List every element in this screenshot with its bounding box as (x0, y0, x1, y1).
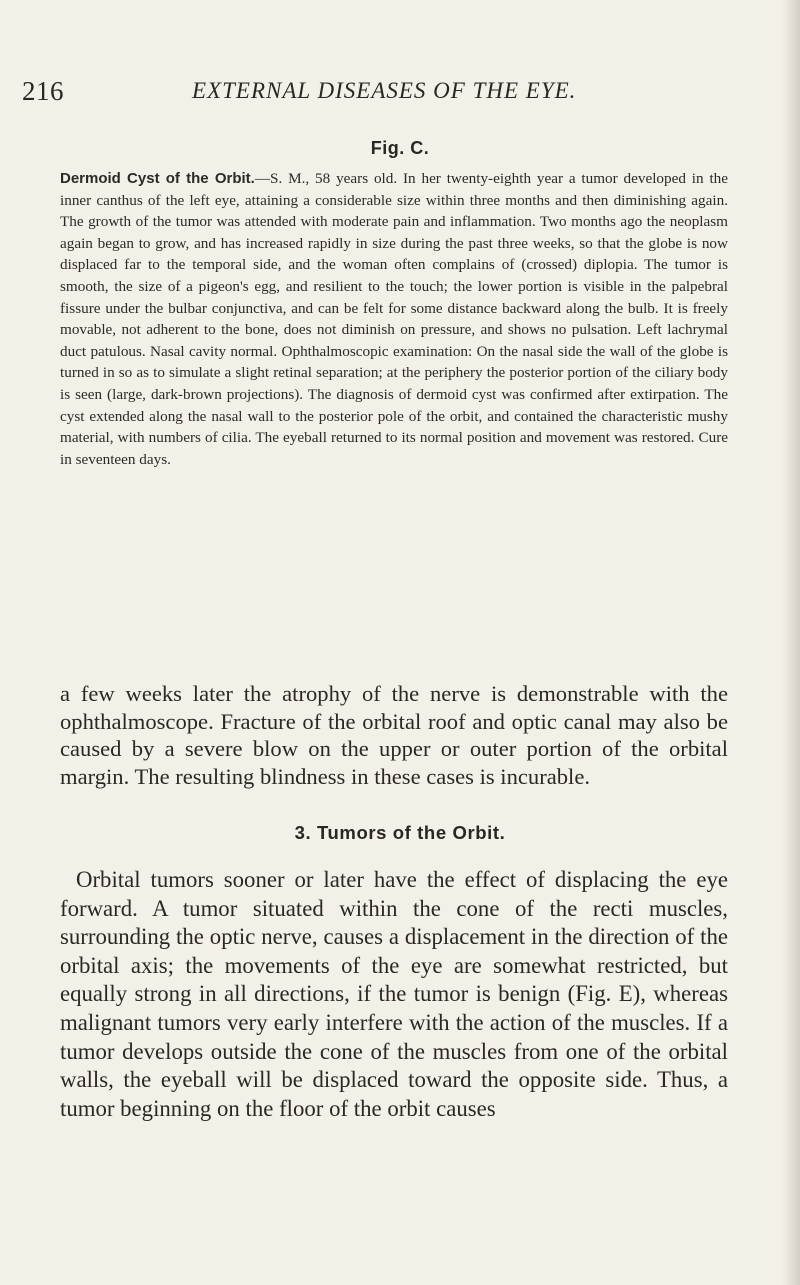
running-head (22, 76, 742, 110)
figure-caption: Fig. C. (370, 138, 430, 158)
page-edge-shadow (782, 0, 800, 1285)
section-heading: 3. Tumors of the Orbit. (294, 822, 506, 843)
page-number: 216 (22, 76, 64, 106)
case-report (60, 168, 728, 470)
case-report-text: —S. M., 58 years old. In her twenty-eighth year a tumor developed in the inner canthus of the left eye, attaining a considerable size within three months and then diminishing again. The growth of the tumor was attended with moderate pain and inflammation. Two months ago the neoplasm again began to grow, and has increased rapidly in size during the past three weeks, so that the globe is now displaced far to the temporal side, and the woman often complains of (crossed) diplopia. The tumor is smooth, the size of a pigeon's egg, and resilient to the touch; the lower portion is visible in the palpebral fissure under the bulbar conjunctiva, and can be felt for some distance backward along the bulb. It is freely movable, not adherent to the bone, does not diminish on pressure, and shows no pulsation. Left lachrymal duct patulous. Nasal cavity normal. Ophthalmoscopic examination: On the nasal side the wall of the globe is turned in so as to simulate a slight retinal separation; at the periphery the posterior portion of the ciliary body is seen (large, dark-brown projections). The diagnosis of dermoid cyst was confirmed after extirpation. The cyst extended along the nasal wall to the posterior pole of the orbit, and contained the characteristic mushy material, with numbers of cilia. The eyeball returned to its normal position and movement was restored. Cure in seventeen days. (60, 170, 728, 468)
case-report-title: Dermoid Cyst of the Orbit. (60, 170, 255, 187)
body-paragraph-1: a few weeks later the atrophy of the nerve is demonstrable with the ophthalmoscope. Fracture of the orbital roof and optic canal may also be caused by a severe blow on the upper or outer portion of the orbital margin. The resulting blindness in these cases is incurable. (60, 681, 728, 789)
body-paragraph-2: Orbital tumors sooner or later have the effect of displacing the eye forward. A tumor situated within the cone of the recti muscles, surrounding the optic nerve, causes a displacement in the direction of the orbital axis; the movements of the eye are somewhat restricted, but equally strong in all directions, if the tumor is benign (Fig. E), whereas malignant tumors very early interfere with the action of the muscles. If a tumor develops outside the cone of the muscles from one of the orbital walls, the eyeball will be displaced toward the opposite side. Thus, a tumor beginning on the floor of the orbit causes (60, 867, 728, 1121)
running-head-title: EXTERNAL DISEASES OF THE EYE. (192, 78, 577, 103)
